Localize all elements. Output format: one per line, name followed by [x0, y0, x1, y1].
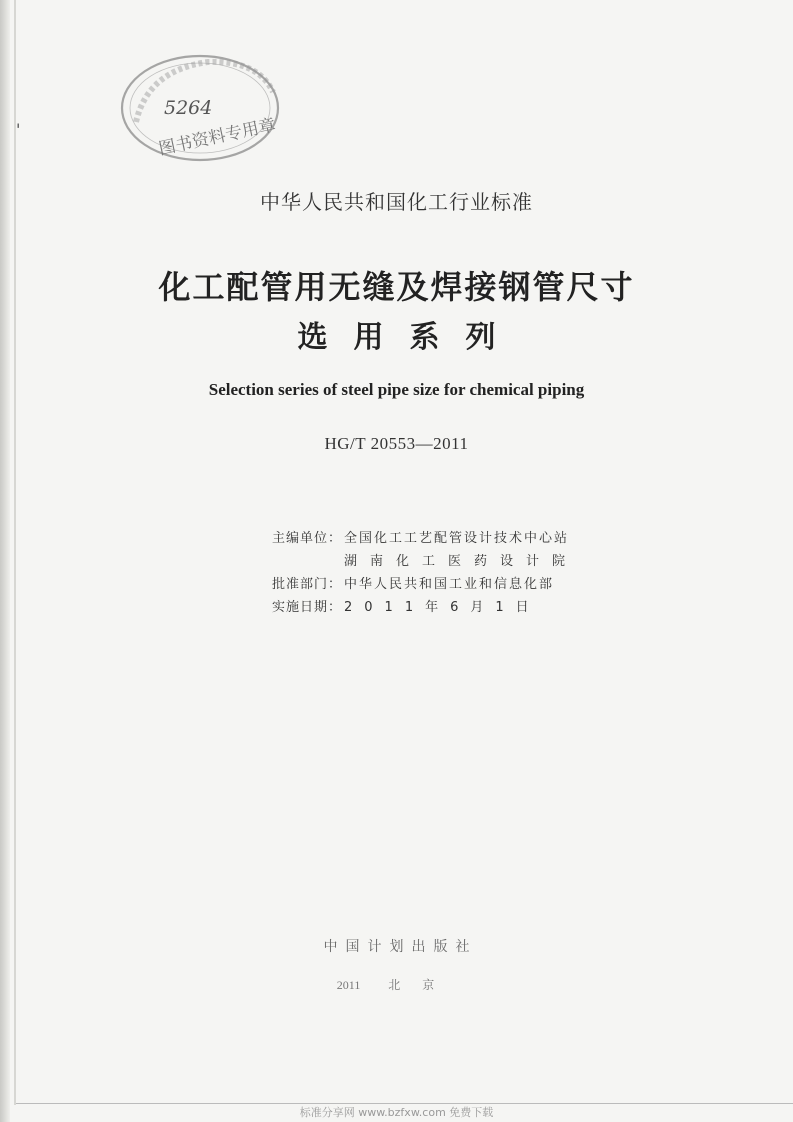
meta-row-approver — [272, 571, 578, 594]
scan-mark: ' — [16, 120, 21, 139]
title-line-1: 化工配管用无缝及焊接钢管尺寸 — [158, 268, 635, 306]
publisher: 中国计划出版社 — [323, 939, 478, 955]
date-label: 实施日期： — [272, 600, 343, 615]
meta-row-date — [272, 594, 578, 617]
meta-row-editor — [272, 525, 578, 548]
stamp-seal-graphic — [118, 52, 283, 164]
editor-1: 全国化工工艺配管设计技术中心站 — [344, 531, 570, 546]
footer-watermark-text: 标准分享网 www.bzfxw.com 免费下载 — [299, 1106, 494, 1119]
stamp-number: 5264 — [164, 97, 213, 119]
editor-2: 湖南化工医药设计院 — [344, 554, 579, 569]
publication-meta — [272, 525, 578, 617]
effective-date: 2011年6月1日 — [344, 600, 541, 615]
title-line-2: 选用系列 — [297, 320, 522, 355]
publication-year: 2011 — [336, 978, 361, 992]
publication-city: 北京 — [388, 978, 457, 992]
approver: 中华人民共和国工业和信息化部 — [344, 577, 555, 592]
standard-type: 中华人民共和国化工行业标准 — [260, 190, 533, 214]
english-title: Selection series of steel pipe size for chemical piping — [208, 380, 585, 399]
library-stamp — [118, 52, 283, 164]
standard-code: HG/T 20553—2011 — [324, 434, 469, 453]
publication-place — [0, 976, 793, 993]
stamp-text: 图书资料专用章 — [157, 115, 278, 160]
approver-label: 批准部门： — [272, 577, 343, 592]
meta-row-editor-2 — [272, 548, 578, 571]
editor-label: 主编单位： — [272, 531, 343, 546]
